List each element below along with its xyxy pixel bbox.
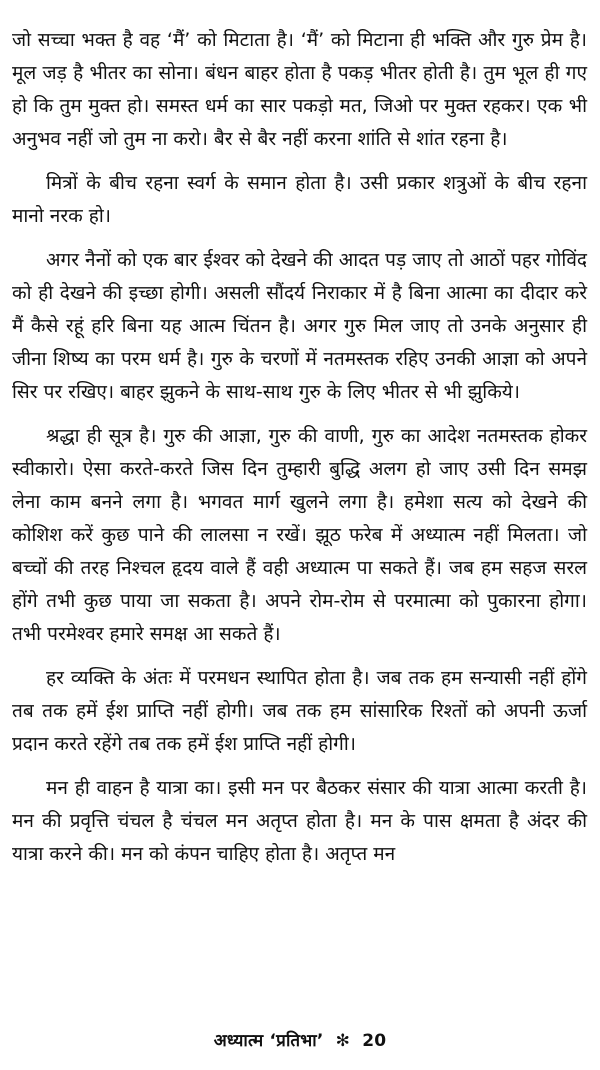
paragraph-5: हर व्यक्ति के अंतः में परमधन स्थापित होता है। जब तक हम सन्यासी नहीं होंगे तब तक हमें ईश प्राप्ति नहीं होगी। जब तक हम सांसारिक रिश्तों को अपनी ऊर्जा प्रदान करते रहेंगे तब तक हमें ईश प्राप्ति नहीं होगी।	[12, 667, 587, 755]
asterisk-separator-icon: ✻	[335, 1031, 351, 1051]
paragraph-6: मन ही वाहन है यात्रा का। इसी मन पर बैठकर संसार की यात्रा आत्मा करती है। मन की प्रवृत्ति चंचल है चंचल मन अतृप्त होता है। मन के पास क्षमता है अंदर की यात्रा करने की। मन को कंपन चाहिए होता है। अतृप्त मन	[12, 777, 587, 865]
paragraph-3: अगर नैनों को एक बार ईश्वर को देखने की आदत पड़ जाए तो आठों पहर गोविंद को ही देखने की इच्छा होगी। असली सौंदर्य निराकार में है बिना आत्मा का दीदार करे मैं कैसे रहूं हरि बिना यह आत्म चिंतन है। अगर गुरु मिल जाए तो उनके अनुसार ही जीना शिष्य का परम धर्म है। गुरु के चरणों में नतमस्तक रहिए उनकी आज्ञा को अपने सिर पर रखिए। बाहर झुकने के साथ-साथ गुरु के लिए भीतर से भी झुकिये।	[12, 249, 587, 403]
footer-title: अध्यात्म ‘प्रतिभा’	[213, 1031, 324, 1051]
page-footer	[0, 1028, 600, 1051]
paragraph-2: मित्रों के बीच रहना स्वर्ग के समान होता है। उसी प्रकार शत्रुओं के बीच रहना मानो नरक हो।	[12, 172, 587, 227]
page-body	[12, 24, 587, 882]
paragraph-1: जो सच्चा भक्त है वह ‘मैं’ को मिटाता है। ‘मैं’ को मिटाना ही भक्ति और गुरु प्रेम है। मूल जड़ है भीतर का सोना। बंधन बाहर होता है पकड़ भीतर होती है। तुम भूल ही गए हो कि तुम मुक्त हो। समस्त धर्म का सार पकड़ो मत, जिओ पर मुक्त रहकर। एक भी अनुभव नहीं जो तुम ना करो। बैर से बैर नहीं करना शांति से शांत रहना है।	[12, 29, 587, 150]
page-number: 20	[362, 1031, 387, 1051]
paragraph-4: श्रद्धा ही सूत्र है। गुरु की आज्ञा, गुरु की वाणी, गुरु का आदेश नतमस्तक होकर स्वीकारो। ऐसा करते-करते जिस दिन तुम्हारी बुद्धि अलग हो जाए उसी दिन समझ लेना काम बनने लगा है। भगवत मार्ग खुलने लगा है। हमेशा सत्य को देखने की कोशिश करें कुछ पाने की लालसा न रखें। झूठ फरेब में अध्यात्म नहीं मिलता। जो बच्चों की तरह निश्चल हृदय वाले हैं वही अध्यात्म पा सकते हैं। जब हम सहज सरल होंगे तभी कुछ पाया जा सकता है। अपने रोम-रोम से परमात्मा को पुकारना होगा। तभी परमेश्वर हमारे समक्ष आ सकते हैं।	[12, 425, 587, 645]
